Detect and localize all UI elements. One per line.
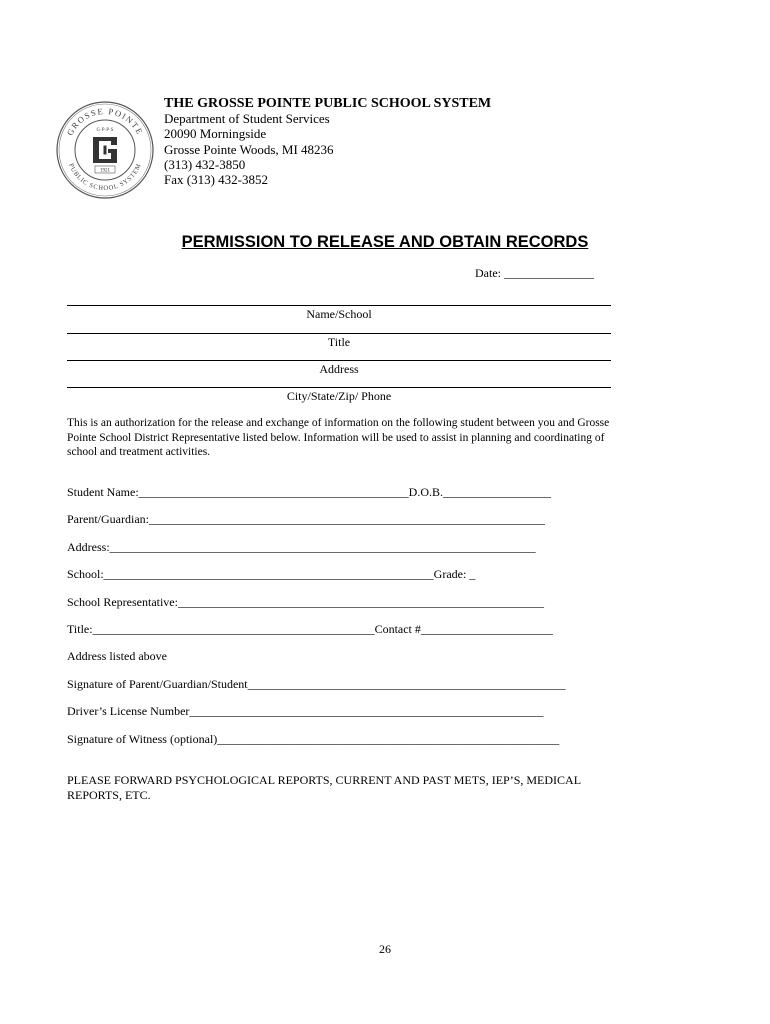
school-representative-field[interactable]: School Representative:_____________________________________________________________ [67, 595, 544, 609]
street-address: 20090 Morningside [164, 126, 267, 142]
address-label: Address [319, 362, 359, 376]
page-number: 26 [379, 942, 391, 956]
witness-signature-field[interactable]: Signature of Witness (optional)_________________________________________________________ [67, 732, 560, 746]
organization-name: THE GROSSE POINTE PUBLIC SCHOOL SYSTEM [164, 96, 492, 111]
city-state-zip: Grosse Pointe Woods, MI 48236 [164, 141, 334, 157]
seal-monogram-icon [93, 137, 117, 163]
title-label: Title [327, 335, 351, 349]
seal-initials: G·P·P·S [96, 128, 114, 133]
fax-number: Fax (313) 432-3852 [164, 172, 268, 188]
title-contact-field[interactable]: Title:_______________________________________________Contact #______________________ [67, 622, 553, 636]
phone-number: (313) 432-3850 [164, 156, 246, 172]
parent-guardian-field[interactable]: Parent/Guardian:__________________________________________________________________ [67, 512, 545, 526]
city-state-zip-phone-line[interactable] [67, 387, 611, 388]
title-line[interactable] [67, 333, 611, 334]
forward-reports-note: PLEASE FORWARD PSYCHOLOGICAL REPORTS, CURRENT AND PAST METS, IEP’S, MEDICAL REPORTS, ETC. [67, 773, 581, 802]
drivers-license-field[interactable]: Driver’s License Number___________________________________________________________ [67, 704, 544, 718]
name-school-label: Name/School [306, 307, 372, 321]
form-title: PERMISSION TO RELEASE AND OBTAIN RECORDS [181, 233, 589, 251]
date-field[interactable]: Date: _______________ [475, 266, 594, 280]
name-school-line[interactable] [67, 305, 611, 306]
authorization-paragraph: This is an authorization for the release and exchange of information on the following student between you and Grosse Pointe School District Representative listed below. Information will be used to assist in planning and coordinating of school and treatment activities. [67, 417, 610, 458]
student-name-dob-field[interactable]: Student Name:_____________________________________________D.O.B.__________________ [67, 485, 551, 499]
address-line[interactable] [67, 360, 611, 361]
school-grade-field[interactable]: School:_______________________________________________________Grade: _ [67, 567, 476, 581]
school-seal-logo [55, 100, 155, 200]
seal-year: 1921 [100, 168, 110, 174]
seal-bottom-text: PUBLIC SCHOOL SYSTEM [67, 162, 143, 193]
department-name: Department of Student Services [164, 111, 330, 127]
letterhead [164, 96, 491, 187]
parent-signature-field[interactable]: Signature of Parent/Guardian/Student_____________________________________________________ [67, 677, 566, 691]
seal-top-text: GROSSE POINTE [64, 105, 146, 138]
address-field[interactable]: Address:_______________________________________________________________________ [67, 540, 536, 554]
address-listed-above: Address listed above [67, 649, 167, 663]
city-state-zip-phone-label: City/State/Zip/ Phone [286, 389, 392, 403]
